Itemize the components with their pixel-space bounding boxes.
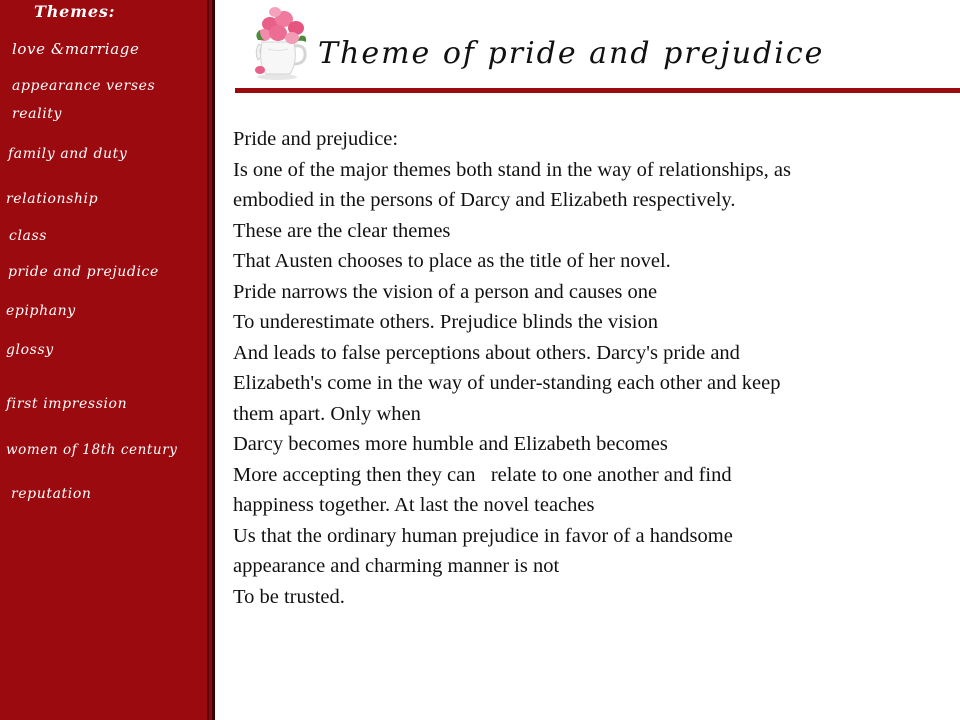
sidebar-item-class[interactable]: class — [9, 228, 48, 244]
sidebar-item-reputation[interactable]: reputation — [11, 486, 92, 502]
sidebar-item-glossy[interactable]: glossy — [6, 342, 54, 358]
sidebar-item-first-impression[interactable]: first impression — [6, 396, 128, 412]
content-line: More accepting then they can relate to one another and find — [233, 463, 732, 486]
content-line: Is one of the major themes both stand in the way of relationships, as — [233, 158, 791, 181]
content-line: That Austen chooses to place as the title of her novel. — [233, 250, 671, 272]
content-line: Darcy becomes more humble and Elizabeth becomes — [233, 433, 668, 455]
page-title: Theme of pride and prejudice — [318, 36, 825, 71]
content-line: happiness together. At last the novel teaches — [233, 494, 595, 516]
themes-heading: Themes: — [34, 2, 116, 21]
content-line: These are the clear themes — [233, 219, 451, 242]
sidebar-item-epiphany[interactable]: epiphany — [6, 303, 76, 319]
sidebar-item-family-duty[interactable]: family and duty — [8, 146, 128, 162]
sidebar-item-love-marriage[interactable]: love &marriage — [12, 40, 140, 58]
content-line: And leads to false perceptions about others. Darcy's pride and — [233, 341, 740, 364]
sidebar-item-relationship[interactable]: relationship — [6, 191, 99, 207]
content-line: To underestimate others. Prejudice blinds the vision — [233, 311, 658, 333]
content-line: Pride narrows the vision of a person and causes one — [233, 280, 658, 303]
content-line: To be trusted. — [233, 585, 345, 608]
sidebar-item-women-18th-century[interactable]: women of 18th century — [6, 442, 178, 458]
sidebar-item-reality[interactable]: reality — [12, 106, 63, 122]
sidebar-item-pride-prejudice[interactable]: pride and prejudice — [8, 264, 159, 280]
content-line: Us that the ordinary human prejudice in favor of a handsome — [233, 524, 733, 547]
content-line: appearance and charming manner is not — [233, 555, 560, 577]
content-line: Elizabeth's come in the way of under-standing each other and keep — [233, 372, 781, 394]
title-underline-bar — [235, 88, 960, 93]
sidebar-item-appearance-verses[interactable]: appearance verses — [12, 78, 156, 94]
content-line: embodied in the persons of Darcy and Elizabeth respectively. — [233, 189, 736, 211]
content-line: them apart. Only when — [233, 402, 421, 425]
content-line: Pride and prejudice: — [233, 128, 399, 150]
sidebar-edge — [207, 0, 215, 720]
content-body — [233, 124, 953, 612]
flower-vase-icon — [250, 4, 312, 80]
